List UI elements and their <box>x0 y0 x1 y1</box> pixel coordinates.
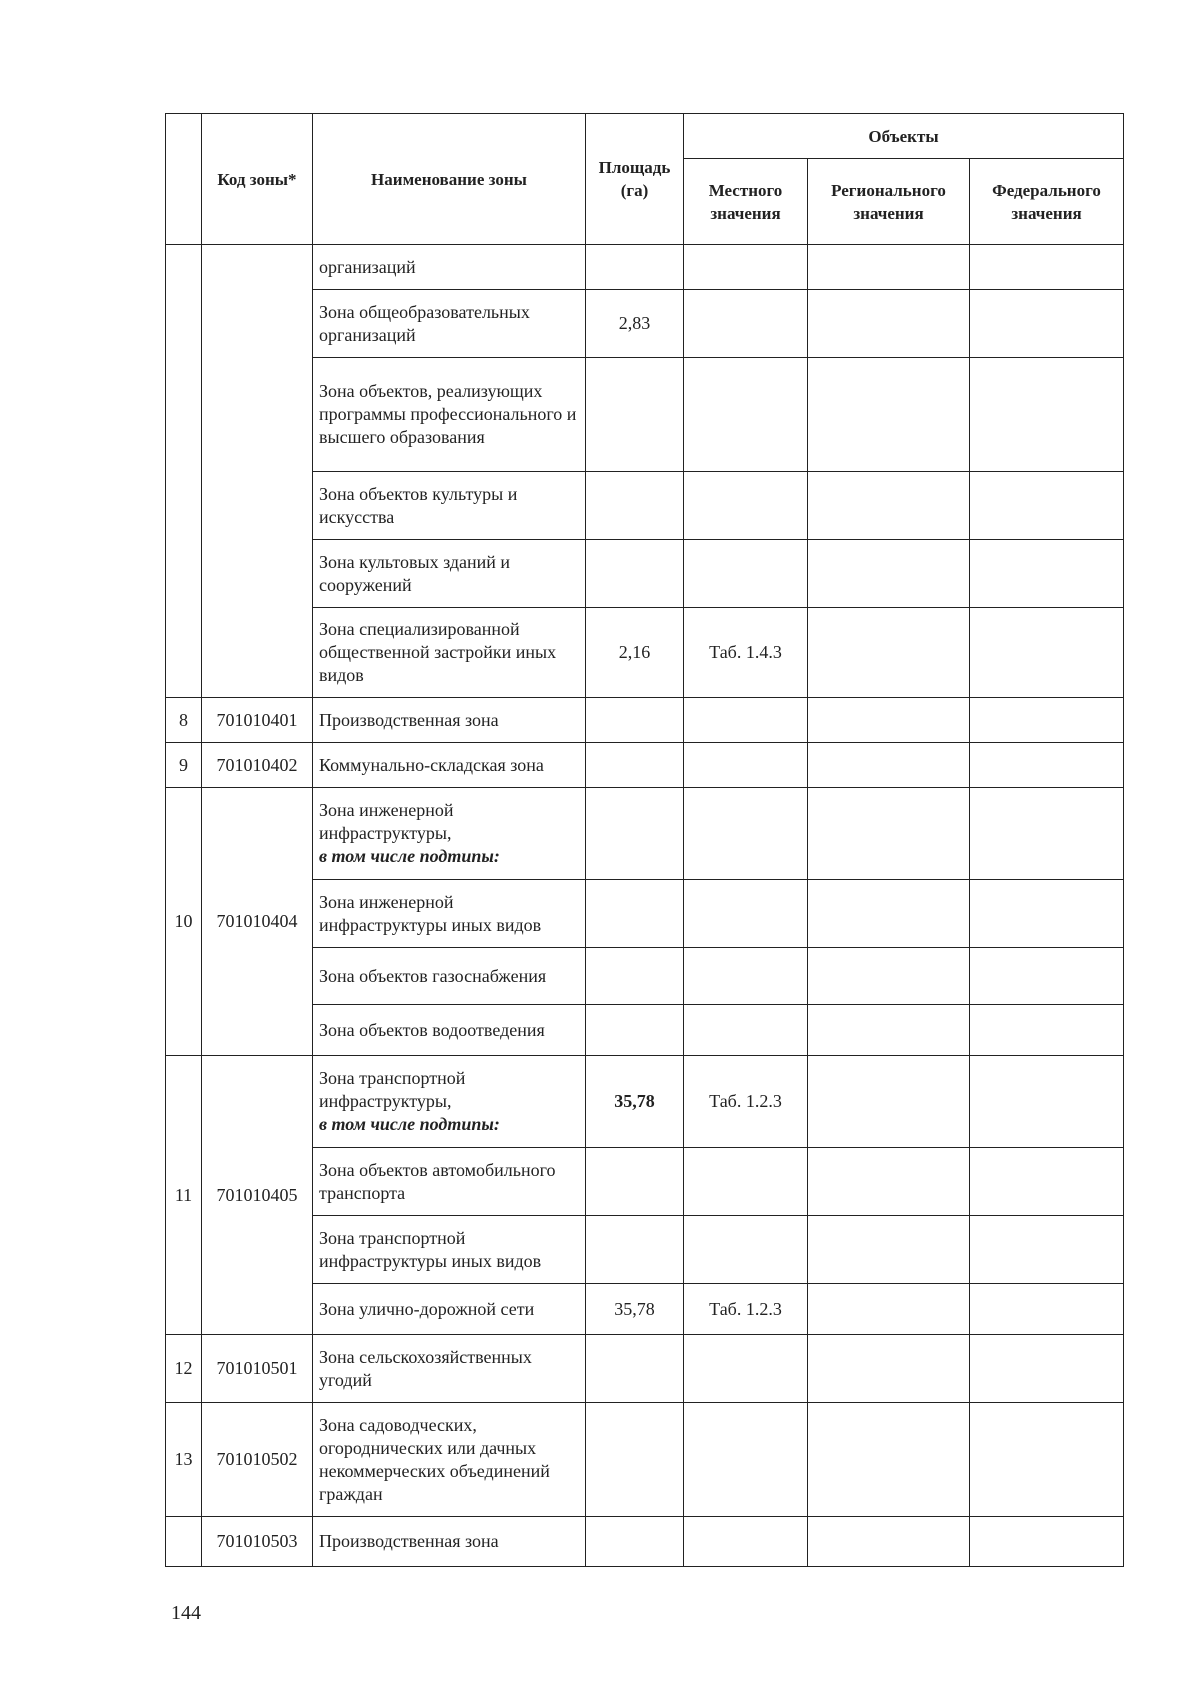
zone-code: 701010502 <box>202 1403 313 1517</box>
header-name: Наименование зоны <box>313 114 586 245</box>
zone-name: Зона объектов водоотведения <box>313 1005 586 1056</box>
table-row <box>166 1403 1124 1517</box>
row-num <box>166 1517 202 1567</box>
zone-name: Зона инженерной инфраструктуры иных видов <box>313 880 586 948</box>
zone-code: 701010404 <box>202 788 313 1056</box>
header-regional: Регионального значения <box>808 159 970 245</box>
zone-name: Зона объектов культуры и искусства <box>313 472 586 540</box>
row-num: 13 <box>166 1403 202 1517</box>
zone-area <box>586 472 684 540</box>
header-objects: Объекты <box>684 114 1124 159</box>
zone-name <box>313 788 586 880</box>
header-num <box>166 114 202 245</box>
zone-name: Зона садоводческих, огороднических или дачных некоммерческих объединений граждан <box>313 1403 586 1517</box>
table-row <box>166 1517 1124 1567</box>
local-object-ref: Таб. 1.2.3 <box>684 1284 808 1335</box>
table-row <box>166 1335 1124 1403</box>
zone-name: Зона общеобразовательных организаций <box>313 290 586 358</box>
row-num: 10 <box>166 788 202 1056</box>
zone-name: Зона объектов газоснабжения <box>313 948 586 1005</box>
zone-name: Зона транспортной инфраструктуры иных видов <box>313 1216 586 1284</box>
zone-area <box>586 358 684 472</box>
page-number: 144 <box>171 1602 201 1624</box>
table-row <box>166 788 1124 880</box>
row-num: 9 <box>166 743 202 788</box>
zone-area: 35,78 <box>586 1056 684 1148</box>
zone-name: Зона специализированной общественной застройки иных видов <box>313 608 586 698</box>
zone-name: Зона улично-дорожной сети <box>313 1284 586 1335</box>
zone-code: 701010501 <box>202 1335 313 1403</box>
header-area: Площадь (га) <box>586 114 684 245</box>
row-code-cell <box>202 245 313 698</box>
zone-area: 2,16 <box>586 608 684 698</box>
local-object-ref: Таб. 1.4.3 <box>684 608 808 698</box>
zones-table <box>165 113 1124 1567</box>
zone-name: Производственная зона <box>313 698 586 743</box>
header-code: Код зоны* <box>202 114 313 245</box>
row-num: 8 <box>166 698 202 743</box>
zone-name <box>313 1056 586 1148</box>
table-row <box>166 743 1124 788</box>
row-num: 11 <box>166 1056 202 1335</box>
header-local: Местного значения <box>684 159 808 245</box>
zone-code: 701010402 <box>202 743 313 788</box>
zone-name: Зона культовых зданий и сооружений <box>313 540 586 608</box>
zone-name: Зона объектов, реализующих программы профессионального и высшего образования <box>313 358 586 472</box>
zone-name-text: Зона инженерной инфраструктуры, <box>319 800 454 843</box>
zone-area: 2,83 <box>586 290 684 358</box>
table-row <box>166 1056 1124 1148</box>
zone-code: 701010401 <box>202 698 313 743</box>
zone-name: Зона объектов автомобильного транспорта <box>313 1148 586 1216</box>
row-num: 12 <box>166 1335 202 1403</box>
zone-name: Производственная зона <box>313 1517 586 1567</box>
zone-name: Зона сельскохозяйственных угодий <box>313 1335 586 1403</box>
zone-area <box>586 540 684 608</box>
subtypes-note: в том числе подтипы: <box>319 1114 500 1134</box>
header-federal: Федерального значения <box>970 159 1124 245</box>
zone-code: 701010503 <box>202 1517 313 1567</box>
zone-name-text: Зона транспортной инфраструктуры, <box>319 1068 466 1111</box>
zone-area: 35,78 <box>586 1284 684 1335</box>
header-row-1 <box>166 114 1124 159</box>
table-row <box>166 245 1124 290</box>
zone-name: организаций <box>313 245 586 290</box>
zone-area <box>586 245 684 290</box>
subtypes-note: в том числе подтипы: <box>319 846 500 866</box>
row-num-cell <box>166 245 202 698</box>
zone-name: Коммунально-складская зона <box>313 743 586 788</box>
local-object-ref: Таб. 1.2.3 <box>684 1056 808 1148</box>
zone-code: 701010405 <box>202 1056 313 1335</box>
table-row <box>166 698 1124 743</box>
